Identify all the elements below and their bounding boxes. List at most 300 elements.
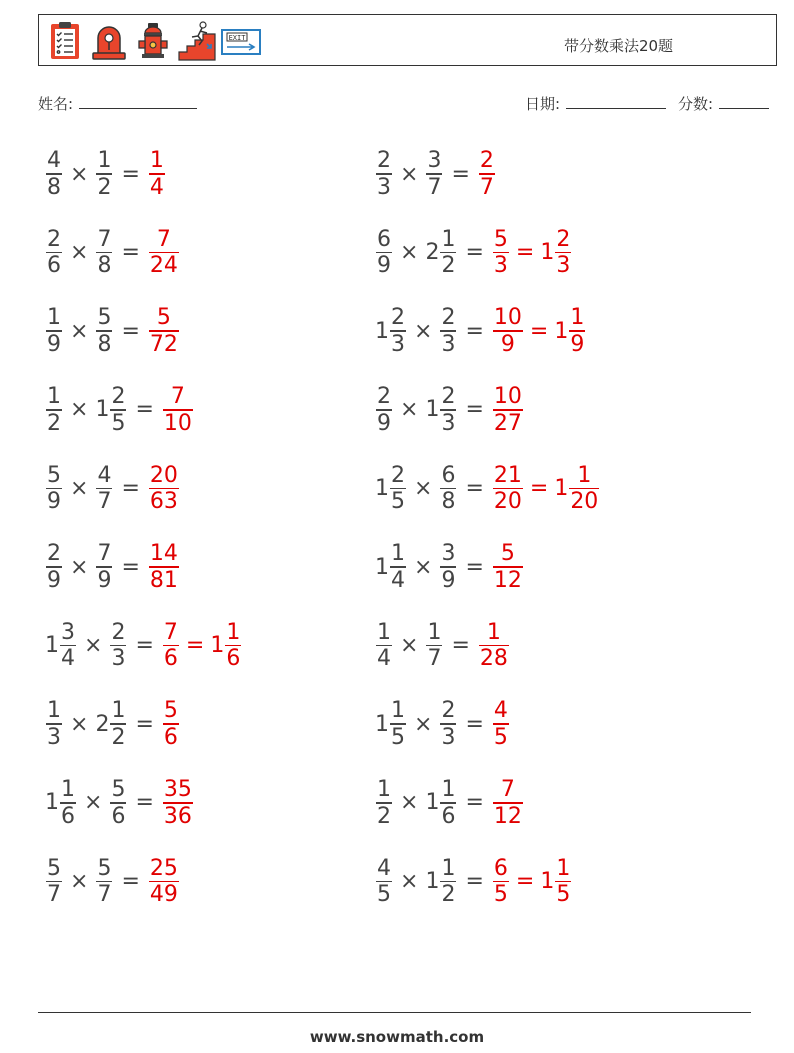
fraction <box>493 227 509 279</box>
factor-a <box>375 777 393 829</box>
times-sign: × <box>70 397 89 423</box>
numerator: 1 <box>441 777 456 803</box>
problem-item <box>375 773 524 833</box>
numerator: 5 <box>500 541 515 567</box>
date-blank[interactable] <box>566 94 666 109</box>
fraction <box>149 305 179 357</box>
numerator: 1 <box>97 148 112 174</box>
factor-b <box>439 541 457 593</box>
fraction <box>569 463 599 515</box>
numerator: 4 <box>47 148 61 174</box>
numerator: 5 <box>97 855 112 881</box>
denominator: 7 <box>97 489 112 515</box>
factor-b <box>95 148 113 200</box>
answer <box>162 698 180 750</box>
denominator: 27 <box>493 410 522 436</box>
factor-b <box>425 777 457 829</box>
numerator: 7 <box>156 226 171 252</box>
denominator: 20 <box>570 489 599 515</box>
fraction <box>46 305 62 357</box>
times-sign: × <box>400 397 419 423</box>
numerator: 2 <box>556 226 571 252</box>
answer-fraction <box>148 856 180 908</box>
denominator: 6 <box>61 803 75 829</box>
factor-a <box>45 856 63 908</box>
factor-a <box>375 384 393 436</box>
answer-fraction <box>148 148 166 200</box>
answer <box>492 384 524 436</box>
whole-number: 1 <box>425 868 440 894</box>
factor-b <box>439 305 457 357</box>
answer <box>148 227 180 279</box>
equals-sign: = <box>515 868 535 894</box>
fraction <box>440 698 456 750</box>
problem-item <box>375 851 572 911</box>
fraction <box>440 856 456 908</box>
fraction <box>390 698 406 750</box>
answer-fraction <box>492 541 524 593</box>
equals-sign: = <box>465 868 484 894</box>
denominator: 8 <box>47 174 61 200</box>
answer <box>492 463 600 515</box>
numerator: 5 <box>493 226 508 252</box>
equals-sign: = <box>135 711 154 737</box>
problem-item <box>45 537 180 597</box>
footer-url: www.snowmath.com <box>309 1028 485 1046</box>
fraction <box>440 305 456 357</box>
answer <box>162 620 242 672</box>
answer <box>478 620 510 672</box>
fraction <box>376 148 392 200</box>
fraction <box>46 856 62 908</box>
whole-number: 1 <box>95 397 110 423</box>
denominator: 3 <box>391 331 405 357</box>
factor-b <box>95 384 127 436</box>
numerator: 1 <box>577 462 592 488</box>
answer <box>478 148 496 200</box>
problem-item <box>375 537 524 597</box>
denominator: 8 <box>97 253 112 279</box>
fraction <box>149 463 179 515</box>
answer <box>148 541 180 593</box>
equals-sign: = <box>465 554 484 580</box>
problem-item <box>375 144 496 204</box>
denominator: 6 <box>163 646 178 672</box>
problem-item <box>45 851 180 911</box>
fraction <box>96 305 112 357</box>
denominator: 28 <box>479 646 508 672</box>
denominator: 3 <box>441 331 456 357</box>
denominator: 12 <box>493 803 522 829</box>
denominator: 7 <box>427 646 442 672</box>
answer-fraction <box>492 384 524 436</box>
whole-number: 1 <box>375 475 389 501</box>
whole-number: 2 <box>95 711 110 737</box>
problem-item <box>375 223 572 283</box>
answer-fraction <box>478 148 496 200</box>
score-label: 分数: <box>678 95 714 113</box>
numerator: 6 <box>493 855 508 881</box>
fraction <box>493 463 523 515</box>
denominator: 9 <box>500 331 515 357</box>
factor-a <box>45 227 63 279</box>
numerator: 3 <box>441 541 456 567</box>
times-sign: × <box>70 161 89 187</box>
equals-sign: = <box>451 161 470 187</box>
numerator: 1 <box>47 384 61 410</box>
fraction <box>46 227 62 279</box>
fraction <box>110 777 126 829</box>
numerator: 25 <box>149 855 178 881</box>
denominator: 2 <box>47 410 61 436</box>
equals-sign: = <box>465 318 484 344</box>
whole-number: 1 <box>375 711 389 737</box>
denominator: 3 <box>441 724 456 750</box>
numerator: 1 <box>61 777 75 803</box>
numerator: 2 <box>377 148 391 174</box>
numerator: 2 <box>391 305 405 331</box>
equals-sign: = <box>121 475 140 501</box>
fraction <box>163 777 193 829</box>
numerator: 5 <box>111 777 126 803</box>
denominator: 4 <box>61 646 75 672</box>
times-sign: × <box>400 790 419 816</box>
fraction <box>376 856 392 908</box>
factor-a <box>375 541 407 593</box>
factor-a <box>45 620 77 672</box>
equals-sign: = <box>121 868 140 894</box>
factor-b <box>425 856 457 908</box>
denominator: 5 <box>377 882 391 908</box>
answer-fraction <box>162 698 180 750</box>
header-icons <box>45 20 261 62</box>
denominator: 4 <box>391 567 405 593</box>
answer-mixed-number <box>540 227 572 279</box>
equals-sign: = <box>451 633 470 659</box>
denominator: 3 <box>111 646 126 672</box>
denominator: 12 <box>493 567 522 593</box>
fraction <box>479 148 495 200</box>
numerator: 7 <box>97 541 112 567</box>
denominator: 6 <box>163 724 178 750</box>
denominator: 9 <box>570 331 585 357</box>
denominator: 7 <box>97 882 112 908</box>
whole-number: 1 <box>425 397 440 423</box>
fraction <box>60 777 76 829</box>
times-sign: × <box>400 868 419 894</box>
fraction <box>46 384 62 436</box>
denominator: 9 <box>441 567 456 593</box>
answer-fraction <box>492 305 524 357</box>
denominator: 7 <box>479 174 494 200</box>
equals-sign: = <box>121 318 140 344</box>
answer-mixed-number <box>210 620 242 672</box>
numerator: 6 <box>377 226 391 252</box>
problem-item <box>375 380 524 440</box>
whole-number: 1 <box>554 318 569 344</box>
numerator: 1 <box>47 305 61 331</box>
answer-fraction <box>148 305 180 357</box>
fraction <box>225 620 241 672</box>
numerator: 2 <box>441 698 456 724</box>
problem-item <box>375 301 586 361</box>
denominator: 9 <box>377 253 391 279</box>
stairs-escape-icon <box>177 20 217 62</box>
factor-b <box>439 698 457 750</box>
denominator: 7 <box>47 882 61 908</box>
fraction <box>96 463 112 515</box>
times-sign: × <box>414 554 433 580</box>
numerator: 1 <box>570 305 585 331</box>
whole-number: 1 <box>45 790 59 816</box>
factor-b <box>425 620 443 672</box>
factor-a <box>45 148 63 200</box>
factor-a <box>45 305 63 357</box>
whole-number: 1 <box>540 868 555 894</box>
equals-sign: = <box>121 240 140 266</box>
factor-a <box>45 384 63 436</box>
numerator: 2 <box>441 384 456 410</box>
fraction <box>60 620 76 672</box>
problem-item <box>45 458 180 518</box>
answer <box>148 463 180 515</box>
denominator: 3 <box>556 253 571 279</box>
denominator: 2 <box>441 253 456 279</box>
answer-fraction <box>148 541 180 593</box>
fraction <box>426 148 442 200</box>
answer-fraction <box>148 227 180 279</box>
denominator: 6 <box>441 803 456 829</box>
fraction <box>390 305 406 357</box>
problem-item <box>375 458 600 518</box>
denominator: 9 <box>97 567 112 593</box>
name-blank[interactable] <box>79 94 197 109</box>
factor-b <box>95 698 127 750</box>
factor-b <box>425 148 443 200</box>
times-sign: × <box>70 318 89 344</box>
answer-fraction <box>162 777 194 829</box>
factor-b <box>425 227 457 279</box>
whole-number: 1 <box>375 554 389 580</box>
answer <box>492 777 524 829</box>
score-blank[interactable] <box>719 94 769 109</box>
fraction <box>493 384 523 436</box>
numerator: 10 <box>493 305 522 331</box>
numerator: 1 <box>377 777 391 803</box>
factor-a <box>45 541 63 593</box>
denominator: 72 <box>149 331 178 357</box>
equals-sign: = <box>515 240 535 266</box>
denominator: 20 <box>493 489 522 515</box>
fire-hydrant-icon <box>133 20 173 62</box>
fraction <box>440 541 456 593</box>
numerator: 1 <box>391 541 405 567</box>
denominator: 5 <box>391 724 405 750</box>
answer <box>148 148 166 200</box>
fraction <box>555 856 571 908</box>
factor-a <box>375 620 393 672</box>
fraction <box>46 463 62 515</box>
denominator: 5 <box>493 724 508 750</box>
equals-sign: = <box>135 633 154 659</box>
factor-b <box>95 856 113 908</box>
fraction <box>96 541 112 593</box>
whole-number: 1 <box>425 790 440 816</box>
equals-sign: = <box>121 161 140 187</box>
times-sign: × <box>70 240 89 266</box>
denominator: 9 <box>377 410 391 436</box>
answer-fraction <box>492 463 524 515</box>
factor-a <box>375 227 393 279</box>
numerator: 5 <box>163 698 178 724</box>
whole-number: 1 <box>554 475 569 501</box>
denominator: 5 <box>391 489 405 515</box>
answer-fraction <box>148 463 180 515</box>
denominator: 49 <box>149 882 178 908</box>
equals-sign: = <box>529 475 549 501</box>
denominator: 4 <box>149 174 164 200</box>
numerator: 7 <box>163 619 178 645</box>
numerator: 1 <box>486 619 501 645</box>
numerator: 1 <box>149 148 164 174</box>
numerator: 3 <box>427 148 442 174</box>
times-sign: × <box>70 554 89 580</box>
equals-sign: = <box>465 397 484 423</box>
fraction <box>149 227 179 279</box>
factor-a <box>45 463 63 515</box>
whole-number: 1 <box>210 633 225 659</box>
fraction <box>163 384 193 436</box>
denominator: 2 <box>377 803 391 829</box>
date-label: 日期: <box>525 95 561 113</box>
denominator: 8 <box>97 331 112 357</box>
equals-sign: = <box>135 790 154 816</box>
denominator: 6 <box>226 646 241 672</box>
answer-fraction <box>162 620 180 672</box>
answer-fraction <box>492 227 510 279</box>
problem-item <box>375 694 510 754</box>
numerator: 7 <box>500 777 515 803</box>
fraction <box>96 227 112 279</box>
numerator: 4 <box>493 698 508 724</box>
equals-sign: = <box>529 318 549 344</box>
numerator: 4 <box>377 855 391 881</box>
equals-sign: = <box>465 790 484 816</box>
denominator: 3 <box>441 410 456 436</box>
denominator: 2 <box>441 882 456 908</box>
denominator: 9 <box>47 331 61 357</box>
fraction <box>110 384 126 436</box>
denominator: 24 <box>149 253 178 279</box>
numerator: 4 <box>97 462 112 488</box>
factor-a <box>375 148 393 200</box>
answer <box>492 305 586 357</box>
numerator: 1 <box>441 855 456 881</box>
numerator: 1 <box>556 855 571 881</box>
problem-item <box>375 616 510 676</box>
worksheet-header <box>38 14 777 66</box>
whole-number: 1 <box>375 318 389 344</box>
whole-number: 1 <box>45 633 59 659</box>
fraction <box>493 856 509 908</box>
numerator: 5 <box>47 462 61 488</box>
denominator: 5 <box>493 882 508 908</box>
answer <box>492 856 572 908</box>
numerator: 21 <box>493 462 522 488</box>
numerator: 1 <box>47 698 61 724</box>
factor-a <box>375 463 407 515</box>
numerator: 5 <box>156 305 171 331</box>
fraction <box>426 620 442 672</box>
times-sign: × <box>84 633 103 659</box>
fraction <box>376 227 392 279</box>
fraction <box>390 541 406 593</box>
fraction <box>376 384 392 436</box>
fraction <box>555 227 571 279</box>
answer-fraction <box>492 856 510 908</box>
times-sign: × <box>414 318 433 344</box>
answer <box>492 227 572 279</box>
factor-a <box>45 698 63 750</box>
fraction <box>493 305 523 357</box>
fraction <box>110 620 126 672</box>
numerator: 2 <box>377 384 391 410</box>
times-sign: × <box>400 240 419 266</box>
fraction <box>569 305 585 357</box>
denominator: 2 <box>97 174 112 200</box>
fraction <box>96 148 112 200</box>
footer-divider <box>38 1012 751 1013</box>
times-sign: × <box>414 711 433 737</box>
numerator: 2 <box>441 305 456 331</box>
equals-sign: = <box>465 711 484 737</box>
numerator: 3 <box>61 619 75 645</box>
fraction <box>376 620 392 672</box>
problem-item <box>45 380 194 440</box>
date-field <box>525 93 666 114</box>
numerator: 1 <box>226 619 241 645</box>
factor-b <box>439 463 457 515</box>
answer-fraction <box>162 384 194 436</box>
numerator: 7 <box>97 226 112 252</box>
factor-a <box>375 698 407 750</box>
times-sign: × <box>70 868 89 894</box>
answer-fraction <box>478 620 510 672</box>
numerator: 7 <box>170 384 185 410</box>
answer-mixed-number <box>554 463 600 515</box>
worksheet-title: 带分数乘法20题 <box>563 37 674 55</box>
fraction <box>46 541 62 593</box>
equals-sign: = <box>465 475 484 501</box>
numerator: 2 <box>111 384 126 410</box>
numerator: 20 <box>149 462 178 488</box>
exit-sign-icon <box>221 20 261 62</box>
factor-b <box>425 384 457 436</box>
fraction <box>46 148 62 200</box>
fraction <box>46 698 62 750</box>
alarm-siren-icon <box>89 20 129 62</box>
factor-b <box>109 620 127 672</box>
equals-sign: = <box>465 240 484 266</box>
numerator: 1 <box>111 698 126 724</box>
answer <box>492 698 510 750</box>
answer-mixed-number <box>554 305 586 357</box>
times-sign: × <box>70 711 89 737</box>
fraction <box>440 463 456 515</box>
numerator: 6 <box>441 462 456 488</box>
numerator: 10 <box>493 384 522 410</box>
answer <box>162 384 194 436</box>
